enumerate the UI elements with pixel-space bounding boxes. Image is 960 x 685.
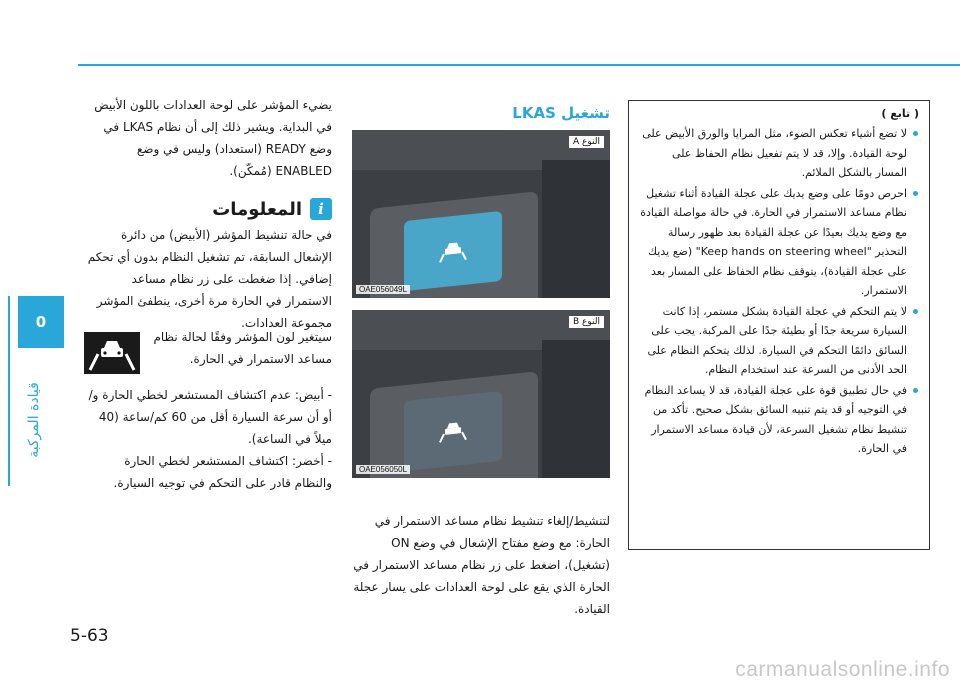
notice-box	[628, 100, 930, 550]
notice-item: لا تضع أشياء تعكس الضوء، مثل المرايا والورق الأبيض على لوحة القيادة. وإلا، قد لا يتم تفعيل نظام الحفاظ على المسار بالشكل الملائم.	[639, 124, 919, 183]
photo-type-label: النوع A	[569, 136, 604, 148]
indicator-color-green: - أخضر: اكتشاف المستشعر لخطي الحارة والنظام قادر على التحكم في توجيه السيارة.	[113, 454, 332, 490]
indicator-color-list	[84, 384, 332, 494]
notice-item: احرص دومًا على وضع يديك على عجلة القيادة أثناء تشغيل نظام مساعد الاستمرار في الحارة. في حالة مواصلة القيادة مع وضع يديك بعيدًا عن عجلة القيادة بعد ظهور رسالة التحذير "Keep hands on steering wheel" (ضع يديك على عجلة القيادة)، يتوقف نظام الحفاظ على المسار بعد الاستمرار.	[639, 184, 919, 301]
info-paragraph: في حالة تنشيط المؤشر (الأبيض) من دائرة الإشعال السابقة، تم تشغيل النظام بدون أي تحكم إضافي. إذا ضغطت على زر نظام مساعد الاستمرار في الحارة مرة أخرى، ينطفئ المؤشر مجموعة العدادات.	[87, 228, 332, 330]
lane-assist-icon	[84, 332, 140, 374]
lane-assist-button-icon	[438, 417, 468, 444]
photo-type-a	[352, 130, 610, 298]
lane-indicator-row	[84, 326, 332, 374]
notice-item: لا يتم التحكم في عجلة القيادة بشكل مستمر، إذا كانت السيارة سريعة جدًا أو بطيئة جدًا على المركبة. يجب على السائق دائمًا التحكم في السيارة. لذلك يتحكم النظام على الحد الأدنى من السرعة عند استخدام النظام.	[639, 302, 919, 380]
info-icon: i	[310, 198, 332, 220]
info-title: المعلومات	[212, 198, 302, 220]
photo-type-b	[352, 310, 610, 478]
watermark: carmanualsonline.info	[735, 658, 950, 681]
lane-assist-button	[404, 211, 502, 291]
chapter-tab-rule	[8, 296, 10, 486]
notice-list	[639, 124, 919, 459]
lane-assist-button	[404, 391, 502, 471]
page-number: 5-63	[70, 626, 109, 646]
photo-code: OAE056050L	[356, 465, 410, 474]
section-heading-lkas: تشغيل LKAS	[512, 104, 610, 122]
chapter-title: قيادة المركبة	[26, 382, 42, 458]
notice-item: في حال تطبيق قوة على عجلة القيادة، قد لا يساعد النظام في التوجيه أو قد يتم تنبيه السائق بشكل صحيح. تأكد من تنشيط نظام تشغيل السرعة، لأن قيادة مساعد الاستمرار في الحارة.	[639, 381, 919, 459]
indicator-color-white: - أبيض: عدم اكتشاف المستشعر لخطي الحارة و/أو أن سرعة السيارة أقل من 60 كم/ساعة (40 ميلاً في الساعة).	[88, 388, 332, 446]
photo-type-label: النوع B	[569, 316, 604, 328]
header-rule	[78, 64, 960, 66]
photo-code: OAE056049L	[356, 285, 410, 294]
info-heading	[84, 198, 332, 220]
chapter-number: 0	[18, 296, 64, 348]
lane-assist-button-icon	[438, 237, 468, 264]
lkas-operation-paragraph: لتنشيط/إلغاء تنشيط نظام مساعد الاستمرار في الحارة: مع وضع مفتاح الإشعال في وضع ON (تشغيل)، اضغط على زر نظام مساعد الاستمرار في الحارة الذي يقع على لوحة العدادات على يسار عجلة القيادة.	[353, 514, 610, 616]
notice-title: ( تابع )	[881, 107, 919, 120]
indicator-paragraph: يضيء المؤشر على لوحة العدادات باللون الأبيض في البداية. ويشير ذلك إلى أن نظام LKAS في وضع READY (استعداد) وليس في وضع ENABLED (مُمكّن).	[94, 98, 332, 178]
lane-indicator-text: سيتغير لون المؤشر وفقًا لحالة نظام مساعد الاستمرار في الحارة.	[153, 330, 332, 366]
